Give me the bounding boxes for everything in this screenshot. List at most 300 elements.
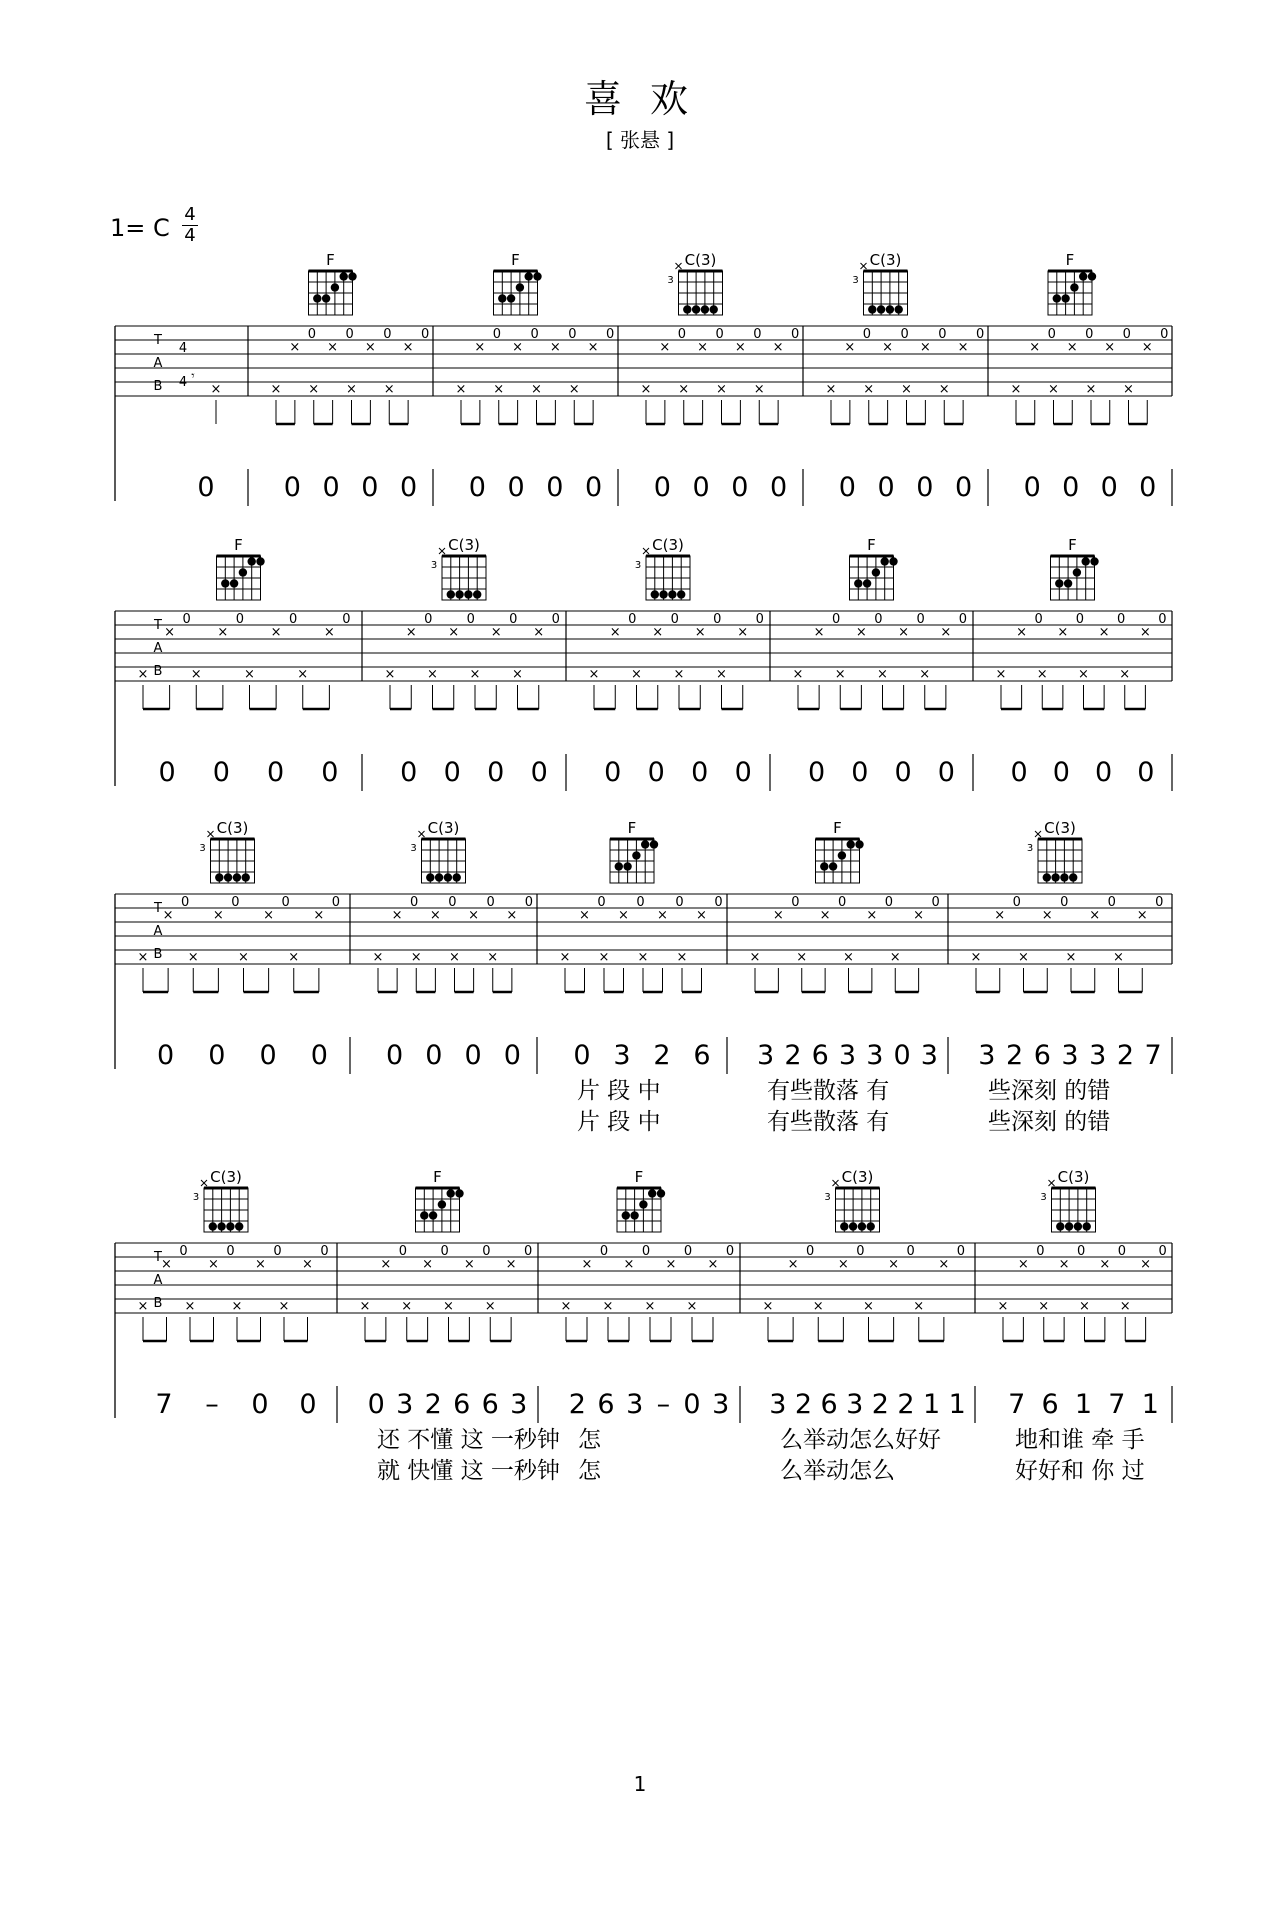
fret-label: 3 (824, 1192, 831, 1203)
tab-bass-mark: × (997, 1299, 1009, 1314)
jianpu-note: 0 (808, 757, 826, 788)
tab-strum-mark: × (659, 340, 671, 355)
tab-bass-mark: × (834, 667, 846, 682)
tab-fret-number: 0 (486, 895, 495, 910)
tab-bass-mark: × (673, 667, 685, 682)
tab-fret-number: 0 (753, 327, 762, 342)
tab-bass-mark: × (531, 382, 542, 397)
jianpu-note: 6 (820, 1389, 838, 1420)
tab-strum-mark: × (737, 625, 749, 640)
tab-clef-letter: T (154, 618, 162, 633)
tab-fret-number: 0 (509, 612, 518, 627)
tab-bass-mark: × (372, 950, 384, 965)
tab-bass-mark: × (602, 1299, 614, 1314)
chord-dot (429, 1211, 437, 1219)
jianpu-note: 0 (1137, 757, 1155, 788)
chord-dot (710, 305, 718, 313)
chord-dot (855, 840, 863, 848)
chord-dot (215, 873, 223, 881)
chord-name: C(3) (869, 251, 902, 269)
tab-fret-number: 0 (1158, 612, 1167, 627)
tab-fret-number: 0 (683, 1244, 693, 1259)
tab-bass-mark: × (901, 382, 912, 397)
jianpu-note: 0 (1139, 472, 1157, 503)
tab-clef-letter: A (153, 356, 163, 371)
chord-dot (863, 579, 871, 587)
tab-bass-mark: × (297, 667, 309, 682)
jianpu-note: 2 (897, 1389, 915, 1420)
jianpu-note: 0 (851, 757, 869, 788)
tab-fret-number: 0 (482, 1244, 491, 1259)
chord-dot (217, 1222, 225, 1230)
tab-fret-number: 0 (605, 327, 615, 342)
tab-bass-mark: × (427, 667, 438, 682)
tab-bass-mark: × (1113, 950, 1124, 965)
tab-strum-mark: × (1104, 340, 1116, 355)
jianpu-note: 6 (453, 1389, 471, 1420)
lyric-line-2: 就 快懂 这 一秒钟 (377, 1458, 560, 1484)
tab-bass-mark: × (210, 382, 222, 397)
tab-bass-mark: × (1119, 667, 1131, 682)
tab-strum-mark: × (837, 1257, 849, 1272)
tab-system-1 (115, 326, 1172, 506)
tab-strum-mark: × (1058, 1257, 1070, 1272)
jianpu-note: 6 (693, 1040, 711, 1071)
jianpu-note: 7 (155, 1389, 173, 1420)
tab-fret-number: 0 (805, 1244, 815, 1259)
fret-label: 3 (852, 275, 859, 286)
chord-dot (221, 579, 229, 587)
tab-bass-mark: × (493, 382, 505, 397)
chord-dot (235, 1222, 243, 1230)
tab-strum-mark: × (468, 908, 480, 923)
tab-fret-number: 0 (409, 895, 419, 910)
lyric-line-1: 地和谁 牵 手 (1015, 1427, 1145, 1453)
chord-dot (313, 294, 321, 302)
tab-fret-number: 0 (1158, 1244, 1167, 1259)
tab-fret-number: 0 (440, 1244, 449, 1259)
tab-bass-mark: × (288, 950, 300, 965)
chord-dot (233, 873, 241, 881)
chord-diagram-c3 (833, 1180, 880, 1232)
tab-strum-mark: × (940, 625, 952, 640)
tab-strum-mark: × (323, 625, 335, 640)
tab-fret-number: 0 (837, 895, 847, 910)
tab-bass-mark: × (1036, 667, 1048, 682)
tab-fret-number: 0 (492, 327, 502, 342)
chord-dot (677, 590, 685, 598)
chord-name: F (634, 1168, 644, 1186)
tab-fret-number: 0 (320, 1244, 329, 1259)
fret-label: 3 (1040, 1192, 1047, 1203)
chord-dot (849, 1222, 857, 1230)
tab-fret-number: 0 (975, 327, 985, 342)
chord-dot (348, 272, 356, 280)
tab-strum-mark: × (364, 340, 376, 355)
jianpu-note: 7 (1008, 1389, 1026, 1420)
tab-bass-mark: × (913, 1299, 925, 1314)
tab-strum-mark: × (405, 625, 417, 640)
tab-bass-mark: × (1048, 382, 1059, 397)
tab-bass-mark: × (359, 1299, 371, 1314)
jianpu-note: 1 (1141, 1389, 1159, 1420)
jianpu-note: 0 (877, 472, 895, 503)
jianpu-note: 0 (322, 472, 340, 503)
chord-dot (1073, 568, 1081, 576)
tab-time-bottom: 4 (178, 375, 188, 390)
tab-fret-number: 0 (599, 1244, 609, 1259)
jianpu-note: 0 (310, 1040, 328, 1071)
chord-diagram-c3 (201, 1180, 248, 1232)
chord-dot (498, 294, 506, 302)
chord-dot (867, 1222, 875, 1230)
tab-strum-mark: × (957, 340, 969, 355)
tab-strum-mark: × (1140, 1257, 1152, 1272)
tab-bass-mark: × (137, 950, 149, 965)
tab-bass-mark: × (383, 382, 395, 397)
chord-dot (525, 272, 533, 280)
tab-fret-number: 0 (714, 895, 723, 910)
chord-dot (331, 283, 339, 291)
chord-diagram-c3 (419, 831, 466, 883)
tab-strum-mark: × (474, 340, 486, 355)
jianpu-note: 0 (955, 472, 973, 503)
tab-strum-mark: × (463, 1257, 475, 1272)
tab-strum-mark: × (1016, 625, 1028, 640)
jianpu-note: 3 (1089, 1040, 1107, 1071)
lyric-line-1: 还 不懂 这 一秒钟 (377, 1427, 560, 1453)
rest-mark: 𝄾 (191, 369, 195, 384)
chord-name: C(3) (448, 536, 480, 554)
tab-strum-mark: × (609, 625, 621, 640)
tab-bass-mark: × (1010, 382, 1022, 397)
lyric-line-2: 好好和 你 过 (1015, 1458, 1145, 1484)
jianpu-note: 1 (1074, 1389, 1093, 1420)
fret-label: 3 (1026, 843, 1034, 854)
lyric-line-2: 些深刻 的错 (988, 1109, 1111, 1135)
tab-strum-mark: × (302, 1257, 313, 1272)
chord-name: F (234, 536, 243, 554)
chord-dot (659, 590, 667, 598)
tab-bass-mark: × (384, 667, 396, 682)
tab-strum-mark: × (1066, 340, 1078, 355)
tab-bass-mark: × (308, 382, 320, 397)
jianpu-note: 3 (846, 1389, 864, 1420)
tab-bass-mark: × (410, 950, 422, 965)
tab-strum-mark: × (855, 625, 867, 640)
tab-bass-mark: × (762, 1299, 774, 1314)
tab-fret-number: 0 (345, 327, 354, 342)
tab-strum-mark: × (1057, 625, 1069, 640)
jianpu-note: 0 (212, 757, 230, 788)
jianpu-note: 0 (1062, 472, 1080, 503)
chord-dot (1056, 1222, 1064, 1230)
jianpu-note: 2 (794, 1389, 813, 1420)
tab-clef-letter: B (153, 1296, 163, 1311)
tab-strum-mark: × (696, 908, 707, 923)
jianpu-note: 0 (916, 472, 934, 503)
tab-fret-number: 0 (273, 1244, 282, 1259)
chord-name: F (833, 819, 842, 837)
jianpu-note: 0 (197, 472, 215, 503)
tab-bass-mark: × (1123, 382, 1134, 397)
jianpu-note: 0 (683, 1389, 701, 1420)
tab-strum-mark: × (665, 1257, 677, 1272)
tab-strum-mark: × (161, 1257, 172, 1272)
tab-bass-mark: × (825, 382, 837, 397)
tab-fret-number: 0 (331, 895, 341, 910)
tab-strum-mark: × (1041, 908, 1053, 923)
tab-strum-mark: × (1136, 908, 1148, 923)
tab-strum-mark: × (657, 908, 668, 923)
tab-bass-mark: × (1079, 1299, 1090, 1314)
jianpu-note: 0 (386, 1040, 404, 1071)
lyric-line-1: 些深刻 的错 (988, 1078, 1111, 1104)
chord-dot (1088, 272, 1096, 280)
tab-bass-mark: × (469, 667, 481, 682)
tab-clef-letter: T (154, 1250, 162, 1265)
tab-bass-mark: × (938, 382, 950, 397)
tab-fret-number: 0 (1116, 612, 1126, 627)
tab-fret-number: 0 (958, 612, 968, 627)
tab-fret-number: 0 (226, 1244, 235, 1259)
chord-diagram-f (217, 556, 265, 600)
tab-strum-mark: × (217, 625, 229, 640)
tab-fret-number: 0 (862, 327, 872, 342)
tab-fret-number: 0 (938, 327, 947, 342)
jianpu-note: 2 (871, 1389, 889, 1420)
tab-strum-mark: × (512, 340, 524, 355)
tab-strum-mark: × (623, 1257, 635, 1272)
fret-label: 3 (667, 275, 674, 286)
jianpu-note: 3 (978, 1040, 996, 1071)
tab-fret-number: 0 (524, 895, 534, 910)
chord-dot (668, 590, 676, 598)
jianpu-note: 0 (267, 757, 285, 788)
chord-dot (632, 851, 640, 859)
lyric-line-1: 怎 (578, 1427, 601, 1453)
tab-fret-number: 0 (755, 612, 764, 627)
jianpu-note: 2 (653, 1040, 671, 1071)
tab-fret-number: 0 (1122, 327, 1131, 342)
chord-name: C(3) (841, 1168, 874, 1186)
tab-clef-letter: T (154, 901, 162, 916)
jianpu-note: 0 (507, 472, 525, 503)
tab-fret-number: 0 (424, 612, 433, 627)
tab-strum-mark: × (1017, 1257, 1029, 1272)
jianpu-note: 0 (158, 757, 176, 788)
tab-fret-number: 0 (900, 327, 909, 342)
tab-bass-mark: × (137, 1299, 149, 1314)
tab-fret-number: 0 (342, 612, 351, 627)
jianpu-note: 0 (692, 472, 710, 503)
tab-strum-mark: × (994, 908, 1006, 923)
tab-clef-letter: B (153, 664, 163, 679)
chord-dot (226, 1222, 234, 1230)
tab-clef-letter: A (153, 1273, 163, 1288)
jianpu-note: 2 (1005, 1040, 1024, 1071)
chord-diagram-c3 (643, 548, 690, 600)
chord-name: F (1068, 536, 1077, 554)
tab-bass-mark: × (919, 667, 931, 682)
tab-strum-mark: × (289, 340, 301, 355)
jianpu-note: 0 (1023, 472, 1041, 503)
tab-bass-mark: × (231, 1299, 243, 1314)
tab-strum-mark: × (263, 908, 275, 923)
jianpu-note: 6 (1033, 1040, 1051, 1071)
chord-dot (829, 862, 837, 870)
tab-fret-number: 0 (931, 895, 940, 910)
jianpu-note: 0 (731, 472, 749, 503)
jianpu-note: 0 (653, 472, 671, 503)
tab-fret-number: 0 (1060, 895, 1069, 910)
chord-dot (840, 1222, 848, 1230)
tab-bass-mark: × (568, 382, 580, 397)
tab-fret-number: 0 (523, 1244, 533, 1259)
chord-dot (868, 305, 876, 313)
jianpu-note: 0 (425, 1040, 443, 1071)
tab-bass-mark: × (678, 382, 690, 397)
jianpu-note: 2 (424, 1389, 442, 1420)
tab-strum-mark: × (490, 625, 502, 640)
chord-dot (881, 557, 889, 565)
tab-bass-mark: × (559, 950, 571, 965)
tab-bass-mark: × (1085, 382, 1097, 397)
chord-dot (224, 873, 232, 881)
chord-diagram-c3 (1049, 1180, 1096, 1232)
chord-dot (1053, 294, 1061, 302)
chord-dot (507, 294, 515, 302)
tab-bass-mark: × (877, 667, 888, 682)
tab-strum-mark: × (787, 1257, 799, 1272)
jianpu-note: 1 (948, 1389, 966, 1420)
jianpu-note: 0 (1095, 757, 1113, 788)
chord-diagram-f (816, 839, 864, 883)
chord-dot (639, 1200, 647, 1208)
tab-bass-mark: × (640, 382, 652, 397)
chord-dot (322, 294, 330, 302)
tab-fret-number: 0 (1117, 1244, 1127, 1259)
jianpu-note: 0 (361, 472, 379, 503)
tab-bass-mark: × (644, 1299, 656, 1314)
chord-dot (1060, 873, 1068, 881)
tab-strum-mark: × (391, 908, 403, 923)
tab-fret-number: 0 (182, 612, 191, 627)
chord-dot (1043, 873, 1051, 881)
jianpu-note: 0 (647, 757, 665, 788)
jianpu-note: 0 (464, 1040, 482, 1071)
chord-diagram-c3 (439, 548, 486, 600)
tab-bass-mark: × (190, 667, 202, 682)
chord-dot (256, 557, 264, 565)
tab-strum-mark: × (913, 908, 925, 923)
tab-strum-mark: × (533, 625, 545, 640)
tab-fret-number: 0 (713, 612, 722, 627)
tab-bass-mark: × (995, 667, 1007, 682)
chord-dot (1083, 1222, 1091, 1230)
chord-dot (248, 557, 256, 565)
chord-name: F (326, 251, 335, 269)
chord-dot (239, 568, 247, 576)
tab-strum-mark: × (919, 340, 931, 355)
tab-bass-mark: × (970, 950, 982, 965)
chord-dot (209, 1222, 217, 1230)
song-title: 喜 欢 (583, 77, 697, 121)
tab-strum-mark: × (813, 625, 825, 640)
chord-diagram-c3 (861, 263, 908, 315)
tab-bass-mark: × (1038, 1299, 1050, 1314)
chord-diagram-f (1048, 271, 1096, 315)
jianpu-note: 3 (510, 1389, 528, 1420)
tab-bass-mark: × (749, 950, 761, 965)
chord-dot (533, 272, 541, 280)
jianpu-note: 2 (568, 1389, 586, 1420)
chord-diagram-c3 (1035, 831, 1082, 883)
jianpu-note: – (656, 1389, 671, 1420)
jianpu-note: 3 (613, 1040, 631, 1071)
tab-fret-number: 0 (1160, 327, 1169, 342)
tab-fret-number: 0 (636, 895, 645, 910)
tab-bass-mark: × (401, 1299, 413, 1314)
tab-fret-number: 0 (831, 612, 841, 627)
tab-strum-mark: × (888, 1257, 900, 1272)
chord-dot (1051, 873, 1059, 881)
chord-dot (847, 840, 855, 848)
tab-bass-mark: × (792, 667, 804, 682)
tab-bass-mark: × (484, 1299, 496, 1314)
chord-dot (886, 305, 894, 313)
tab-bass-mark: × (443, 1299, 454, 1314)
tab-fret-number: 0 (420, 327, 430, 342)
tab-fret-number: 0 (398, 1244, 408, 1259)
chord-dot (641, 840, 649, 848)
jianpu-note: 0 (838, 472, 856, 503)
jianpu-note: 3 (769, 1389, 787, 1420)
chord-dot (889, 557, 897, 565)
tab-strum-mark: × (1141, 340, 1153, 355)
chord-dot (622, 1211, 630, 1219)
chord-name: C(3) (216, 819, 249, 837)
tab-bass-mark: × (238, 950, 249, 965)
tab-bass-mark: × (889, 950, 901, 965)
tab-fret-number: 0 (670, 612, 679, 627)
chord-dot (464, 590, 472, 598)
chord-dot (692, 305, 700, 313)
tab-fret-number: 0 (551, 612, 560, 627)
chord-dot (1070, 283, 1078, 291)
tab-bass-mark: × (184, 1299, 196, 1314)
chord-dot (455, 590, 463, 598)
jianpu-note: 0 (1100, 472, 1118, 503)
tab-bass-mark: × (631, 667, 642, 682)
tab-bass-mark: × (843, 950, 854, 965)
chord-dot (657, 1189, 665, 1197)
jianpu-note: 0 (1052, 757, 1070, 788)
chord-dot (651, 590, 659, 598)
jianpu-note: 3 (712, 1389, 730, 1420)
jianpu-note: 0 (503, 1040, 521, 1071)
chord-dot (877, 305, 885, 313)
tab-fret-number: 0 (874, 612, 883, 627)
chord-dot (615, 862, 623, 870)
jianpu-note: 0 (208, 1040, 226, 1071)
jianpu-note: 0 (400, 472, 418, 503)
lyric-line-1: 片 段 中 (577, 1078, 661, 1104)
jianpu-note: 0 (894, 757, 912, 788)
tab-clef-letter: A (153, 641, 163, 656)
tab-strum-mark: × (255, 1257, 266, 1272)
jianpu-note: 0 (734, 757, 752, 788)
